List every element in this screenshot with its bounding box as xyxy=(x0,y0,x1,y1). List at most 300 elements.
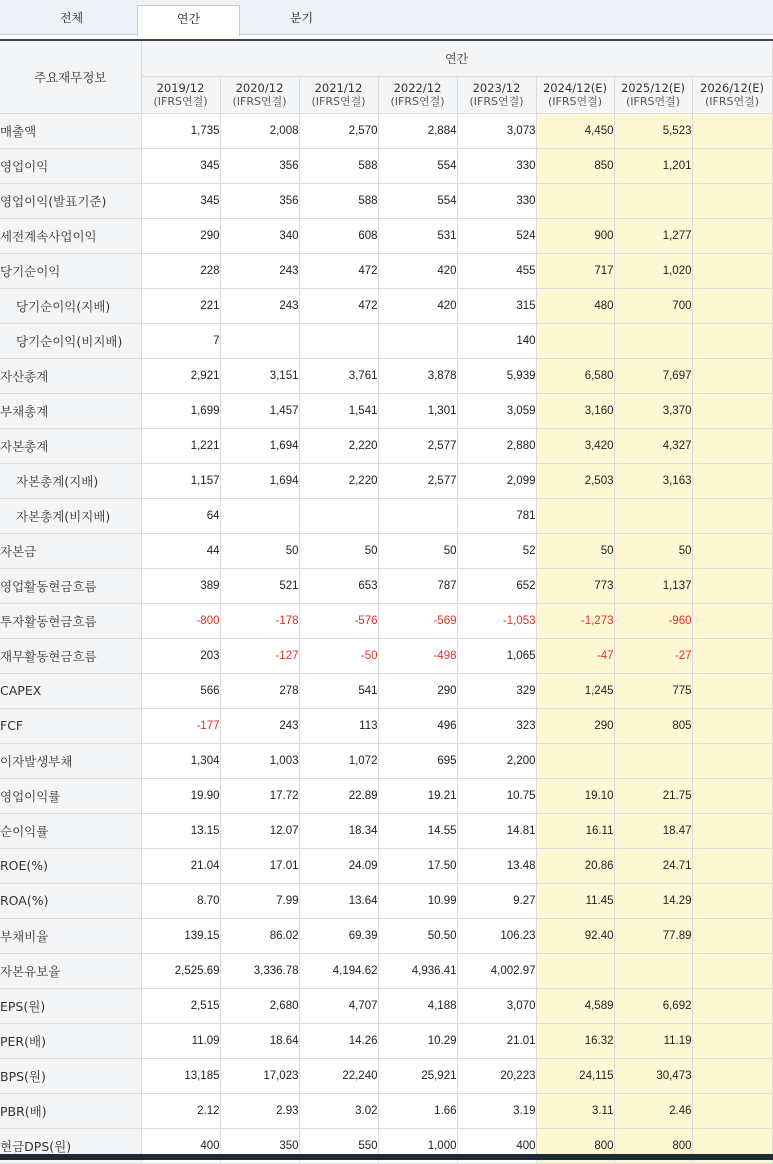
period-basis: (IFRS연결) xyxy=(153,94,208,108)
value-cell: 86.02 xyxy=(220,918,299,953)
table-row xyxy=(0,778,772,813)
period-label: 2019/12 xyxy=(156,80,205,95)
value-cell: 524 xyxy=(457,218,536,253)
value-cell xyxy=(692,988,772,1023)
value-cell: 13.64 xyxy=(299,883,378,918)
period-tab-bar xyxy=(0,0,773,35)
value-cell xyxy=(692,673,772,708)
value-cell: 3.19 xyxy=(457,1093,536,1128)
value-cell: 717 xyxy=(536,253,614,288)
table-row xyxy=(0,743,772,778)
row-label: ROE(%) xyxy=(0,848,141,883)
value-cell xyxy=(692,953,772,988)
value-cell: 290 xyxy=(536,708,614,743)
row-label: 자산총계 xyxy=(0,358,141,393)
row-label: PER(배) xyxy=(0,1023,141,1058)
table-row xyxy=(0,358,772,393)
value-cell: 7 xyxy=(141,323,220,358)
row-label: FCF xyxy=(0,708,141,743)
value-cell xyxy=(692,358,772,393)
value-cell: 805 xyxy=(614,708,692,743)
value-cell: 2,008 xyxy=(220,113,299,148)
value-cell xyxy=(299,498,378,533)
row-label: 투자활동현금흐름 xyxy=(0,603,141,638)
value-cell: 2,099 xyxy=(457,463,536,498)
value-cell: 315 xyxy=(457,288,536,323)
value-cell: 329 xyxy=(457,673,536,708)
value-cell: 6,580 xyxy=(536,358,614,393)
value-cell: 8.70 xyxy=(141,883,220,918)
value-cell: 14.55 xyxy=(378,813,457,848)
value-cell: 350 xyxy=(220,1128,299,1163)
value-cell: 5,939 xyxy=(457,358,536,393)
row-label: 재무활동현금흐름 xyxy=(0,638,141,673)
value-cell: 554 xyxy=(378,148,457,183)
value-cell xyxy=(692,813,772,848)
value-cell: 653 xyxy=(299,568,378,603)
value-cell: 2,515 xyxy=(141,988,220,1023)
value-cell: 11.09 xyxy=(141,1023,220,1058)
value-cell: 356 xyxy=(220,148,299,183)
value-cell: -50 xyxy=(299,638,378,673)
table-row xyxy=(0,988,772,1023)
value-cell: -27 xyxy=(614,638,692,673)
value-cell: 3.02 xyxy=(299,1093,378,1128)
row-label: CAPEX xyxy=(0,673,141,708)
value-cell: 13.15 xyxy=(141,813,220,848)
value-cell xyxy=(692,183,772,218)
value-cell: 345 xyxy=(141,148,220,183)
value-cell xyxy=(692,113,772,148)
value-cell: 3,070 xyxy=(457,988,536,1023)
value-cell xyxy=(692,428,772,463)
row-label: 세전계속사업이익 xyxy=(0,218,141,253)
table-row xyxy=(0,708,772,743)
row-label: 현금DPS(원) xyxy=(0,1128,141,1163)
value-cell: 106.23 xyxy=(457,918,536,953)
value-cell: 472 xyxy=(299,288,378,323)
table-row xyxy=(0,218,772,253)
value-cell xyxy=(692,743,772,778)
value-cell: 140 xyxy=(457,323,536,358)
financial-highlights-table xyxy=(0,39,773,1164)
value-cell: 50 xyxy=(536,533,614,568)
value-cell: 243 xyxy=(220,288,299,323)
period-header xyxy=(378,76,457,113)
value-cell: 64 xyxy=(141,498,220,533)
table-row xyxy=(0,1058,772,1093)
table-row xyxy=(0,568,772,603)
value-cell: 330 xyxy=(457,148,536,183)
value-cell: 50 xyxy=(299,533,378,568)
value-cell: 2,220 xyxy=(299,463,378,498)
value-cell: 11.45 xyxy=(536,883,614,918)
period-label: 2023/12 xyxy=(472,80,521,95)
value-cell: 19.21 xyxy=(378,778,457,813)
value-cell: 1,694 xyxy=(220,463,299,498)
value-cell: 290 xyxy=(141,218,220,253)
value-cell: 203 xyxy=(141,638,220,673)
value-cell xyxy=(692,253,772,288)
value-cell: 773 xyxy=(536,568,614,603)
value-cell: 4,194.62 xyxy=(299,953,378,988)
value-cell: 541 xyxy=(299,673,378,708)
value-cell: 50 xyxy=(220,533,299,568)
value-cell: 3,370 xyxy=(614,393,692,428)
value-cell: 1,221 xyxy=(141,428,220,463)
value-cell xyxy=(692,148,772,183)
period-label: 2020/12 xyxy=(235,80,284,95)
value-cell: 10.99 xyxy=(378,883,457,918)
value-cell: 19.10 xyxy=(536,778,614,813)
value-cell: 345 xyxy=(141,183,220,218)
period-basis: (IFRS연결) xyxy=(705,94,760,108)
value-cell xyxy=(692,568,772,603)
table-row xyxy=(0,428,772,463)
value-cell: 77.89 xyxy=(614,918,692,953)
table-row xyxy=(0,148,772,183)
table-body xyxy=(0,113,772,1163)
row-label: 자본유보율 xyxy=(0,953,141,988)
row-label: 자본금 xyxy=(0,533,141,568)
value-cell: 20,223 xyxy=(457,1058,536,1093)
row-label: 영업이익률 xyxy=(0,778,141,813)
value-cell: 278 xyxy=(220,673,299,708)
value-cell: 323 xyxy=(457,708,536,743)
value-cell: 1,735 xyxy=(141,113,220,148)
value-cell: 850 xyxy=(536,148,614,183)
value-cell: 356 xyxy=(220,183,299,218)
value-cell: 50.50 xyxy=(378,918,457,953)
value-cell xyxy=(378,498,457,533)
value-cell xyxy=(536,498,614,533)
value-cell: 781 xyxy=(457,498,536,533)
value-cell: 1,020 xyxy=(614,253,692,288)
value-cell: 3,151 xyxy=(220,358,299,393)
value-cell: 455 xyxy=(457,253,536,288)
value-cell: 2,884 xyxy=(378,113,457,148)
value-cell: 290 xyxy=(378,673,457,708)
value-cell: 400 xyxy=(457,1128,536,1163)
value-cell: 24,115 xyxy=(536,1058,614,1093)
value-cell: 900 xyxy=(536,218,614,253)
table-row xyxy=(0,533,772,568)
row-label: 자본총계(지배) xyxy=(0,463,141,498)
value-cell xyxy=(220,323,299,358)
value-cell: 30,473 xyxy=(614,1058,692,1093)
value-cell xyxy=(614,743,692,778)
value-cell: 10.75 xyxy=(457,778,536,813)
period-header xyxy=(692,76,772,113)
value-cell: 3,160 xyxy=(536,393,614,428)
value-cell: 243 xyxy=(220,253,299,288)
value-cell: 608 xyxy=(299,218,378,253)
value-cell: 652 xyxy=(457,568,536,603)
value-cell xyxy=(692,323,772,358)
table-row xyxy=(0,848,772,883)
value-cell: 1,694 xyxy=(220,428,299,463)
value-cell: 588 xyxy=(299,148,378,183)
value-cell: 3.11 xyxy=(536,1093,614,1128)
value-cell: 4,002.97 xyxy=(457,953,536,988)
value-cell: 1,699 xyxy=(141,393,220,428)
value-cell xyxy=(692,1058,772,1093)
value-cell: 13.48 xyxy=(457,848,536,883)
value-cell xyxy=(614,498,692,533)
value-cell: 24.09 xyxy=(299,848,378,883)
row-label: 부채비율 xyxy=(0,918,141,953)
value-cell: 2.46 xyxy=(614,1093,692,1128)
row-label: 자본총계(비지배) xyxy=(0,498,141,533)
value-cell: -127 xyxy=(220,638,299,673)
table-row xyxy=(0,638,772,673)
value-cell: 2,680 xyxy=(220,988,299,1023)
row-label: 자본총계 xyxy=(0,428,141,463)
value-cell: 21.01 xyxy=(457,1023,536,1058)
value-cell xyxy=(536,323,614,358)
value-cell: 1,137 xyxy=(614,568,692,603)
value-cell: 44 xyxy=(141,533,220,568)
value-cell: -178 xyxy=(220,603,299,638)
value-cell: 480 xyxy=(536,288,614,323)
period-label: 2026/12(E) xyxy=(700,80,765,95)
value-cell: 14.81 xyxy=(457,813,536,848)
value-cell: -960 xyxy=(614,603,692,638)
value-cell: 2,577 xyxy=(378,463,457,498)
period-basis: (IFRS연결) xyxy=(232,94,287,108)
value-cell: 4,327 xyxy=(614,428,692,463)
table-row xyxy=(0,673,772,708)
tab-all[interactable]: 전체 xyxy=(59,11,84,25)
row-label: 당기순이익 xyxy=(0,253,141,288)
value-cell: 531 xyxy=(378,218,457,253)
value-cell: 10.29 xyxy=(378,1023,457,1058)
value-cell: 17.01 xyxy=(220,848,299,883)
value-cell: 228 xyxy=(141,253,220,288)
value-cell: 52 xyxy=(457,533,536,568)
period-header xyxy=(536,76,614,113)
header-row-group xyxy=(0,40,772,76)
value-cell: 14.26 xyxy=(299,1023,378,1058)
value-cell: 6,692 xyxy=(614,988,692,1023)
value-cell: 3,761 xyxy=(299,358,378,393)
value-cell: 22.89 xyxy=(299,778,378,813)
table-row xyxy=(0,953,772,988)
value-cell xyxy=(692,848,772,883)
value-cell: 1,301 xyxy=(378,393,457,428)
value-cell: 18.34 xyxy=(299,813,378,848)
value-cell: 1,304 xyxy=(141,743,220,778)
value-cell xyxy=(692,883,772,918)
table-row xyxy=(0,393,772,428)
value-cell: 113 xyxy=(299,708,378,743)
value-cell: 2.93 xyxy=(220,1093,299,1128)
period-basis: (IFRS연결) xyxy=(390,94,445,108)
value-cell xyxy=(692,918,772,953)
value-cell: 340 xyxy=(220,218,299,253)
value-cell: 12.07 xyxy=(220,813,299,848)
value-cell: 9.27 xyxy=(457,883,536,918)
value-cell: 50 xyxy=(378,533,457,568)
value-cell: 50 xyxy=(614,533,692,568)
value-cell: 2,570 xyxy=(299,113,378,148)
value-cell: -1,053 xyxy=(457,603,536,638)
value-cell: 389 xyxy=(141,568,220,603)
value-cell: 3,059 xyxy=(457,393,536,428)
value-cell: 4,936.41 xyxy=(378,953,457,988)
value-cell: 588 xyxy=(299,183,378,218)
period-label: 2021/12 xyxy=(314,80,363,95)
value-cell: 3,163 xyxy=(614,463,692,498)
value-cell xyxy=(614,183,692,218)
row-label: 영업이익(발표기준) xyxy=(0,183,141,218)
table-row xyxy=(0,113,772,148)
value-cell: 2,921 xyxy=(141,358,220,393)
table-row xyxy=(0,323,772,358)
value-cell: 16.32 xyxy=(536,1023,614,1058)
value-cell: 13,185 xyxy=(141,1058,220,1093)
value-cell: 4,450 xyxy=(536,113,614,148)
value-cell: -1,273 xyxy=(536,603,614,638)
value-cell xyxy=(692,218,772,253)
period-basis: (IFRS연결) xyxy=(625,94,681,108)
value-cell: 2,503 xyxy=(536,463,614,498)
table-row xyxy=(0,918,772,953)
table-row xyxy=(0,603,772,638)
value-cell xyxy=(220,498,299,533)
value-cell xyxy=(692,778,772,813)
row-label: EPS(원) xyxy=(0,988,141,1023)
period-header xyxy=(141,76,220,113)
value-cell xyxy=(378,323,457,358)
value-cell xyxy=(692,603,772,638)
table-row xyxy=(0,1093,772,1128)
table-row xyxy=(0,183,772,218)
value-cell: 7,697 xyxy=(614,358,692,393)
value-cell: 16.11 xyxy=(536,813,614,848)
value-cell: 700 xyxy=(614,288,692,323)
value-cell xyxy=(692,1093,772,1128)
value-cell xyxy=(692,288,772,323)
table-row xyxy=(0,813,772,848)
value-cell: 3,878 xyxy=(378,358,457,393)
value-cell: 3,336.78 xyxy=(220,953,299,988)
value-cell: 18.64 xyxy=(220,1023,299,1058)
row-label: 당기순이익(비지배) xyxy=(0,323,141,358)
value-cell: 17.72 xyxy=(220,778,299,813)
row-label: 매출액 xyxy=(0,113,141,148)
value-cell xyxy=(536,743,614,778)
value-cell: 330 xyxy=(457,183,536,218)
tab-annual[interactable]: 연간 xyxy=(137,5,240,36)
value-cell: 25,921 xyxy=(378,1058,457,1093)
value-cell xyxy=(614,953,692,988)
period-header xyxy=(299,76,378,113)
value-cell: 1,541 xyxy=(299,393,378,428)
value-cell: 1,457 xyxy=(220,393,299,428)
value-cell: 2,525.69 xyxy=(141,953,220,988)
period-header xyxy=(614,76,692,113)
value-cell: 1,065 xyxy=(457,638,536,673)
row-label: 순이익률 xyxy=(0,813,141,848)
value-cell: 21.75 xyxy=(614,778,692,813)
table-row xyxy=(0,463,772,498)
table-row xyxy=(0,883,772,918)
value-cell: 2,880 xyxy=(457,428,536,463)
period-label: 2024/12(E) xyxy=(542,80,607,95)
value-cell: -576 xyxy=(299,603,378,638)
period-basis: (IFRS연결) xyxy=(547,94,603,108)
value-cell: 69.39 xyxy=(299,918,378,953)
value-cell: 420 xyxy=(378,253,457,288)
value-cell xyxy=(692,393,772,428)
value-cell xyxy=(692,463,772,498)
value-cell xyxy=(536,183,614,218)
value-cell: 1,201 xyxy=(614,148,692,183)
value-cell: 17,023 xyxy=(220,1058,299,1093)
period-header xyxy=(457,76,536,113)
value-cell: -800 xyxy=(141,603,220,638)
period-label: 2022/12 xyxy=(393,80,442,95)
value-cell: 4,188 xyxy=(378,988,457,1023)
value-cell: -47 xyxy=(536,638,614,673)
value-cell: 1,072 xyxy=(299,743,378,778)
value-cell: 1,245 xyxy=(536,673,614,708)
value-cell: 2,577 xyxy=(378,428,457,463)
table-row xyxy=(0,288,772,323)
value-cell: 21.04 xyxy=(141,848,220,883)
value-cell: 554 xyxy=(378,183,457,218)
value-cell xyxy=(536,953,614,988)
value-cell: -569 xyxy=(378,603,457,638)
value-cell: 1,000 xyxy=(378,1128,457,1163)
value-cell xyxy=(692,533,772,568)
value-cell: 400 xyxy=(141,1128,220,1163)
value-cell: 1,277 xyxy=(614,218,692,253)
value-cell: 18.47 xyxy=(614,813,692,848)
value-cell: 1.66 xyxy=(378,1093,457,1128)
value-cell xyxy=(614,323,692,358)
value-cell: 521 xyxy=(220,568,299,603)
value-cell: 24.71 xyxy=(614,848,692,883)
value-cell: 4,707 xyxy=(299,988,378,1023)
period-basis: (IFRS연결) xyxy=(311,94,366,108)
period-label: 2025/12(E) xyxy=(620,80,685,95)
value-cell: 243 xyxy=(220,708,299,743)
tab-quarterly[interactable]: 분기 xyxy=(289,11,314,25)
row-label: 이자발생부채 xyxy=(0,743,141,778)
value-cell: 7.99 xyxy=(220,883,299,918)
value-cell: 17.50 xyxy=(378,848,457,883)
period-basis: (IFRS연결) xyxy=(469,94,524,108)
period-header xyxy=(220,76,299,113)
value-cell: 2.12 xyxy=(141,1093,220,1128)
value-cell: 420 xyxy=(378,288,457,323)
value-cell: 20.86 xyxy=(536,848,614,883)
value-cell: 4,589 xyxy=(536,988,614,1023)
value-cell: 221 xyxy=(141,288,220,323)
value-cell: 11.19 xyxy=(614,1023,692,1058)
row-label: 부채총계 xyxy=(0,393,141,428)
value-cell: 22,240 xyxy=(299,1058,378,1093)
value-cell: 800 xyxy=(614,1128,692,1163)
value-cell: 695 xyxy=(378,743,457,778)
value-cell xyxy=(692,498,772,533)
corner-header: 주요재무정보 xyxy=(0,40,141,113)
value-cell: 3,420 xyxy=(536,428,614,463)
value-cell: 5,523 xyxy=(614,113,692,148)
table-row xyxy=(0,498,772,533)
